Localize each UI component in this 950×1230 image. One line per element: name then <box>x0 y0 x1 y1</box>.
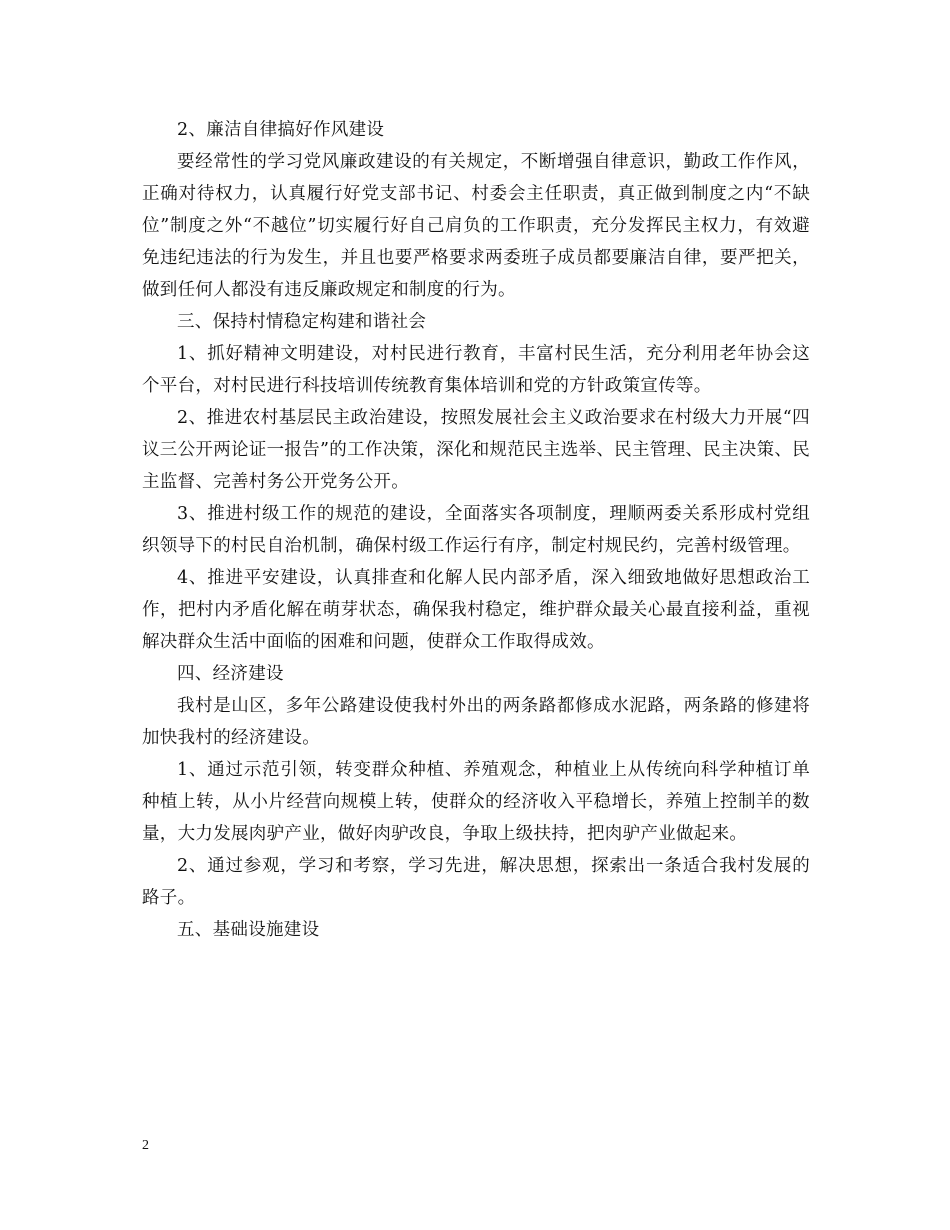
paragraph-integrity-details: 要经常性的学习党风廉政建设的有关规定，不断增强自律意识，勤政工作作风，正确对待权力，认真履行好党支部书记、村委会主任职责，真正做到制度之内“不缺位”制度之外“不越位”切实履行好自己肩负的工作职责，充分发挥民主权力，有效避免违纪违法的行为发生，并且也要严格要求两委班子成员都要廉洁自律，要严把关，做到任何人都没有违反廉政规定和制度的行为。 <box>142 152 810 300</box>
paragraph-spiritual-civilization: 1、抓好精神文明建设，对村民进行教育，丰富村民生活，充分利用老年协会这个平台，对村民进行科技培训传统教育集体培训和党的方针政策宣传等。 <box>142 344 810 396</box>
page-number: 2 <box>142 1138 149 1153</box>
paragraph-economy-intro: 我村是山区，多年公路建设使我村外出的两条路都修成水泥路，两条路的修建将加快我村的经济建设。 <box>142 696 810 748</box>
section-heading-integrity: 2、廉洁自律搞好作风建设 <box>177 120 385 140</box>
section-heading-economy: 四、经济建设 <box>177 664 284 684</box>
paragraph-demonstration: 1、通过示范引领，转变群众种植、养殖观念，种植业上从传统向科学种植订单种植上转，从小片经营向规模上转，使群众的经济收入平稳增长，养殖上控制羊的数量，大力发展肉驴产业，做好肉驴改良，争取上级扶持，把肉驴产业做起来。 <box>142 760 810 844</box>
paragraph-village-standardization: 3、推进村级工作的规范的建设，全面落实各项制度，理顺两委关系形成村党组织领导下的村民自治机制，确保村级工作运行有序，制定村规民约，完善村级管理。 <box>142 504 810 556</box>
paragraph-learning: 2、通过参观，学习和考察，学习先进，解决思想，探索出一条适合我村发展的路子。 <box>142 856 810 908</box>
document-body <box>142 114 810 946</box>
section-heading-stability: 三、保持村情稳定构建和谐社会 <box>177 312 427 332</box>
paragraph-grassroots-democracy: 2、推进农村基层民主政治建设，按照发展社会主义政治要求在村级大力开展“四议三公开两论证一报告”的工作决策，深化和规范民主选举、民主管理、民主决策、民主监督、完善村务公开党务公开。 <box>142 408 810 492</box>
section-heading-infrastructure: 五、基础设施建设 <box>177 920 320 940</box>
paragraph-safety-construction: 4、推进平安建设，认真排查和化解人民内部矛盾，深入细致地做好思想政治工作，把村内矛盾化解在萌芽状态，确保我村稳定，维护群众最关心最直接利益，重视解决群众生活中面临的困难和问题，使群众工作取得成效。 <box>142 568 810 652</box>
